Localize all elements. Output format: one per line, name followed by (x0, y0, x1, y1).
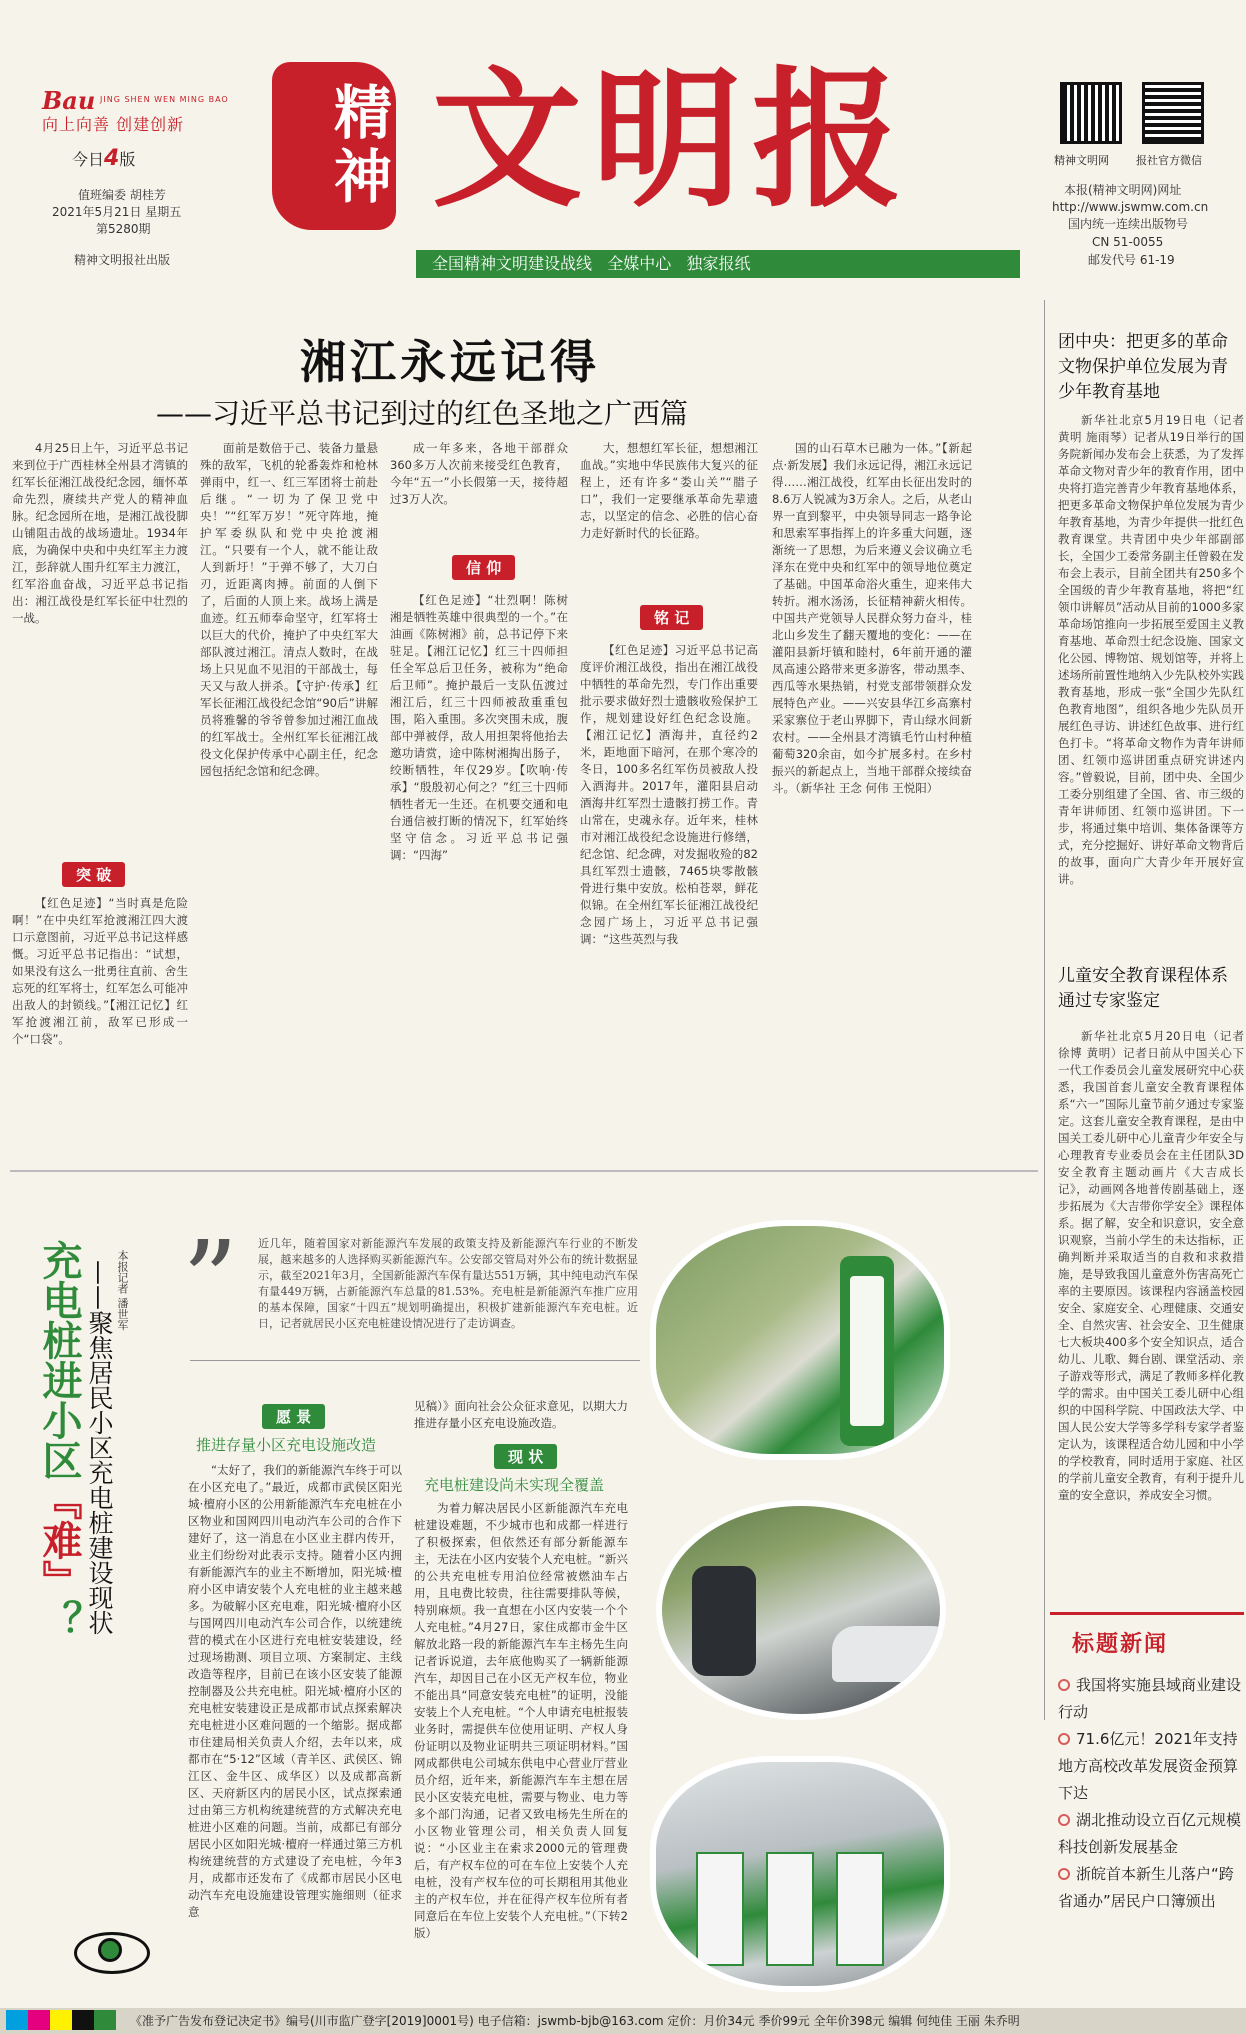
lead-column-4b: 【红色足迹】习近平总书记高度评价湘江战役，指出在湘江战役中牺牲的革命先烈，专门作出重要批示要求做好烈士遗骸收殓保护工作，规划建设好红色纪念设施。【湘江记忆】酒海井，直径约2米，距地面下暗河，在那个寒冷的冬日，100多名红军伤员被敌人投入酒海井。2017年，灌阳县启动酒海井红军烈士遗骸打捞工作。青山常在，史魂永存。近年来，桂林市对湘江战役纪念设施进行修缮，纪念馆、纪念碑，对发掘收殓的82具红军烈士遗骸，7465块零散骸骨进行集中安放。松柏苍翠，鲜花似锦。在全州红军长征湘江战役纪念园广场上，习近平总书记强调：“这些英烈与我 (580, 643, 758, 946)
sec2-body: 为着力解决居民小区新能源汽车充电桩建设难题，不少城市也和成都一样进行了积极探索，但依然还有部分新能源车主，无法在小区内安装个人充电桩。“新兴的公共充电桩专用泊位经常被燃油车占用，且电费比较贵，往往需要排队等候，特别麻烦。我一直想在小区内安装一个个人充电桩。”4月27日，家住成都市金牛区解放北路一段的新能源汽车车主杨先生向记者诉说道，去年底他购买了一辆新能源汽车，却因目己在小区无产权车位，物业不能出具“同意安装充电桩”的证明，没能安装上个人充电桩。“个人申请充电桩报装业务时，需提供车位使用证明、产权人身份证明以及物业证明共三项证明材料。”国网成都供电公司城东供电中心营业厅营业员介绍，近年来，新能源汽车车主想在居民小区安装充电桩，需要与物业、电力等多个部门沟通，记者又致电杨先生所在的小区物业管理公司，相关负责人回复说：“小区业主在索求2000元的管理费后，有产权车位的可在车位上安装个人充电桩，没有产权车位的可长期租用其他业主的产权车位，并在征得产权车位所有者同意后在车位上安装个人充电桩。”（下转2版） (414, 1501, 628, 1940)
qr-code-website-icon[interactable] (1060, 82, 1122, 144)
pages-today: 今日4版 (72, 146, 136, 171)
brief-item[interactable]: 71.6亿元！2021年支持地方高校改革发展资金预算下达 (1058, 1730, 1239, 1802)
column-divider (1044, 300, 1045, 1720)
footer-text: 《准予广告发布登记决定书》编号(川市监广登字[2019]0001号) 电子信箱：jswmb-bjb@163.com 定价：月价34元 季价99元 全年价398元 编辑 何纯佳 王丽 朱乔明 (130, 2014, 1020, 2028)
brief-item[interactable]: 我国将实施县域商业建设行动 (1058, 1676, 1242, 1721)
brief-item[interactable]: 湖北推动设立百亿元规模科技创新发展基金 (1058, 1811, 1242, 1856)
feature-subtitle: ——聚焦居民小区充电桩建设现状 (85, 1260, 114, 1635)
tag-remember: 铭 记 (640, 605, 703, 630)
feature-rule (10, 1170, 1038, 1172)
qr-label-website: 精神文明网 (1054, 154, 1109, 167)
slogan: 向上向善 创建创新 (42, 115, 185, 134)
right-news-2-title[interactable]: 儿童安全教育课程体系通过专家鉴定 (1058, 966, 1228, 1011)
logo-mark: Bau (42, 86, 96, 115)
brief-item[interactable]: 浙皖首本新生儿落户“跨省通办”居民户口簿颁出 (1058, 1865, 1234, 1910)
masthead-banner: 全国精神文明建设战线 全媒中心 独家报纸 (416, 250, 1020, 278)
site-line: 本报(精神文明网)网址 (1064, 183, 1182, 197)
right-news-2-body: 新华社北京5月20日电（记者 徐博 黄明）记者日前从中国关心下一代工作委员会儿童发展研究中心获悉，我国首套儿童安全教育课程体系“六一”国际儿童节前夕通过专家鉴定。这套儿童安全教育课程，是由中国关工委儿研中心儿童青少年安全与心理教育专业委员会在主任团队3D安全教育主题动画片《大吉成长记》，动画网各地普传剧基础上，逐步拓展为《大吉带你学安全》课程体系。据了解，安全和识意识，安全意识观察，当前小学生的未达指标，正确判断并采取适当的自救和求救措施，是导致我国儿童意外伤害高死亡率的主要原因。该课程内容涵盖校园安全、家庭安全、心理健康、交通安全、自然灾害、社会安全、卫生健康七大板块400多个安全知识点，适合幼儿、儿歌、舞台剧、课堂活动、亲子游戏等形式，满足了教师多样化教学的需求。由中国关工委儿研中心组织的中国科学院、中国政法大学、中国人民公安大学等多学科专家学者鉴定认为，该课程适合幼儿园和中小学的学校教育，同时适用于家庭、社区的学前儿童安全教育，有利于提升儿童的安全意识，养成安全习惯。 (1058, 1029, 1244, 1502)
lead-column-2: 面前是数倍于己、装备力量悬殊的敌军，飞机的轮番轰炸和枪林弹雨中，红一、红三军团将士前赴后继。“一切为了保卫党中央！”“红军万岁！”死守阵地，掩护军委纵队和党中央抢渡湘江。“只要有一个人，就不能让敌人到新圩！”于弹不够了，大刀白刃，近距离肉搏。前面的人倒下了，后面的人顶上来。战场上满是血迹。红五师奉命坚守，红军将士以巨大的代价，掩护了中央红军大部队渡过湘江。清点人数时，在战场上只见血不见泪的干部战士，每天又与敌人拼杀。【守护·传承】红军长征湘江战役纪念馆“90后”讲解员将雅馨的爷爷曾参加过湘江血战的红军战士。全州红军长征湘江战役文化保护传承中心副主任，纪念园包括纪念馆和纪念碑。 (200, 441, 378, 778)
lead-column-1: 4月25日上午，习近平总书记来到位于广西桂林全州县才湾镇的红军长征湘江战役纪念园，缅怀革命先烈，赓续共产党人的精神血脉。纪念园所在地，是湘江战役脚山铺阻击战的战场遗址。1934年底，为确保中央和中央红军主力渡江，彭辞就人围升红军主力渡江，红军浴血奋战，习近平总书记指出：湘江战役是红军长征中壮烈的一战。 (12, 441, 188, 625)
tag-breakthrough: 突 破 (62, 862, 125, 887)
photo-charging-row (650, 1756, 950, 1992)
photo-charging-car (656, 1500, 946, 1720)
charging-stations-icon (656, 1762, 944, 1986)
photo-charging-sign (650, 1220, 950, 1460)
feature-title: 充电桩进小区『难』？ (36, 1240, 83, 1640)
lead-column-3b: 【红色足迹】“壮烈啊！陈树湘是牺牲英雄中很典型的一个。”在油画《陈树湘》前，总书记停下来驻足。【湘江记忆】红三十四师担任全军总后卫任务，被称为“绝命后卫师”。掩护最后一支队伍渡过湘江后，红三十四师被敌重重包围，陷入重围。多次突围未成，腹部中弹被俘，敌人用担架将他抬去邀功请赏，途中陈树湘掏出肠子，绞断牺牲，年仅29岁。【吹响·传承】“殷殷初心何之？”红三十四师牺牲者无一生还。在机要交通和电台通信被打断的情况下，红军始终坚守信念。习近平总书记强调：“四海” (390, 593, 568, 862)
briefs-title: 标题新闻 (1072, 1632, 1169, 1657)
masthead (0, 0, 1246, 290)
feature-byline: 本报记者 潘世军 (116, 1250, 129, 1331)
editor-on-duty: 值班编委 胡桂芳 (78, 188, 166, 202)
sec2-pre: 见稿）》面向社会公众征求意见，以期大力推进存量小区充电设施改造。 (414, 1399, 628, 1430)
lead-column-3: 成一年多来，各地干部群众360多万人次前来接受红色教育，今年“五一”小长假第一天，接待超过3万人次。 (390, 441, 568, 506)
lead-column-4: 大，想想红军长征，想想湘江血战。”实地中华民族伟大复兴的征程上，还有许多“娄山关”“腊子口”，我们一定要继承革命先辈遗志，以坚定的信念、必胜的信心奋力走好新时代的长征路。 (580, 441, 758, 540)
qr-code-wechat-icon[interactable] (1142, 82, 1204, 144)
column-eye-logo-icon (60, 1918, 150, 1978)
postal-code: 邮发代号 61-19 (1088, 253, 1175, 267)
pinyin-line: JING SHEN WEN MING BAO (100, 95, 229, 104)
issue-number: 第5280期 (96, 222, 151, 236)
lead-column-1b: 【红色足迹】“当时真是危险啊！”在中央红军抢渡湘江四大渡口示意图前，习近平总书记这样感慨。习近平总书记指出：“试想，如果没有这么一批勇往直前、舍生忘死的红军将士，红军怎么可能冲出敌人的封锁线。”【湘江记忆】红军抢渡湘江前，敌军已形成一个“口袋”。 (12, 896, 188, 1046)
sec1-subtitle: 推进存量小区充电设施改造 (196, 1436, 377, 1454)
bullet-circle-icon (1058, 1868, 1070, 1880)
sec2-badge: 现 状 (494, 1444, 557, 1469)
qr-label-wechat: 报社官方微信 (1136, 154, 1202, 167)
feature-lead: 近几年，随着国家对新能源汽车发展的政策支持及新能源汽车行业的不断发展，越来越多的人选择购买新能源汽车。公安部交管局对外公布的统计数据显示，截至2021年3月，全国新能源汽车保有量达551万辆，其中纯电动汽车保有量449万辆，占新能源汽车总量的81.53%。充电桩是新能源汽车推广应用的基本保障，国家“十四五”规划明确提出，积极扩建新能源汽车充电桩。近日，记者就居民小区充电桩建设情况进行了走访调查。 (258, 1237, 638, 1330)
site-url[interactable]: http://www.jswmw.com.cn (1052, 200, 1209, 214)
big-quote-icon: ” (182, 1217, 239, 1345)
sec1-body: “太好了，我们的新能源汽车终于可以在小区充电了。”最近，成都市武侯区阳光城·檀府小区的公用新能源汽车充电桩在小区物业和国网四川电动汽车公司的合作下建好了，这一消息在小区业主群内传开，业主们纷纷对此表示支持。随着小区内拥有新能源汽车的业主不断增加，阳光城·檀府小区申请安装个人充电桩的业主越来越多。为破解小区充电难，阳光城·檀府小区与国网四川电动汽车公司合作，以统建统营的模式在小区进行充电桩安装建设，经过现场勘测、项目立项、方案制定、主线改造等程序，目前已在该小区安装了能源控制器及公共充电桩。阳光城·檀府小区的充电桩安装建设正是成都市试点探索解决充电桩进小区难问题的一个缩影。据成都市住建局相关负责人介绍，去年以来，成都市在“5·12”区域（青羊区、武侯区、锦江区、金牛区、成华区）以及成都高新区、天府新区内的居民小区，试点探索通过由第三方机构统建统营的方式解决充电桩进小区难的问题。当前，成都已有部分居民小区如阳光城·檀府一样通过第三方机构统建统营的方式建设了充电桩，今年3月，成都市还发布了《成都市居民小区电动汽车充电设施建设管理实施细则（征求意 (188, 1463, 402, 1919)
publisher: 精神文明报社出版 (74, 253, 171, 267)
electric-car-icon (662, 1506, 940, 1714)
briefs-list (1058, 1672, 1244, 1915)
briefs-box (1050, 1612, 1244, 1996)
lead-subhead: ——习近平总书记到过的红色圣地之广西篇 (156, 397, 689, 430)
color-calibration-bar (6, 2010, 116, 2030)
lead-column-5: 国的山石草木已融为一体。”【新起点·新发展】我们永远记得，湘江永远记得……湘江战役，红军由长征出发时的8.6万人锐减为3万余人。之后，从老山界一直到黎平，中央领导同志一路争论和思索军事指挥上的许多重大问题，逐渐统一了思想，为后来遵义会议确立毛泽东在党中央和红军中的领导地位奠定了基础。中国革命浴火重生，迎来伟大转折。湘水汤汤，长征精神薪火相传。中国共产党领导人民群众努力奋斗，桂北山乡发生了翻天覆地的变化：——在灌阳县新圩镇和睦村，6年前开通的灌凤高速公路带来更多游客，带动黑李、西瓜等水果热销，村党支部带领群众发展特色产业。——兴安县华江乡高寨村采家寨位于老山界脚下，青山绿水间新农村。——全州县才湾镇毛竹山村种植葡萄320余亩，如今扩展多村。在乡村振兴的新起点上，当地干部群众接续奋斗。（新华社 王念 何伟 王悦阳） (772, 441, 972, 795)
right-news-1-body: 新华社北京5月19日电（记者 黄明 施雨琴）记者从19日举行的国务院新闻办发布会上获悉，为了发挥革命文物对青少年的教育作用，团中央将打造完善青少年教育基地体系，把更多革命文物保护单位发展为青少年教育基地，为青少年提供一批红色教育课堂。共青团中央少年部副部长，全国少工委常务副主任曾毅在发布会上表示，目前全团共有250多个全国级的青少年教育基地，将把“红领巾讲解员”活动从目前的1000多家革命场馆推向一步拓展至爱国主义教育基地、革命烈士纪念设施、国家文化公园、博物馆、规划馆等，并将上述场所前置性地纳入少先队校外实践教育基地，形成一张“全国少先队红色教育地图”，组织各地少先队员开展红色寻访、讲述红色故事、进行红色打卡。“将革命文物作为青年讲师团、红领巾巡讲团重点研究讲述内容。”曾毅说，目前，团中央、全国少工委分别组建了全国、省、市三级的青年讲师团、红领巾巡讲团。下一步，将通过集中培训、集体备课等方式，充分挖掘好、讲好革命文物背后的故事，面向广大青少年开展好宣讲。 (1058, 413, 1244, 886)
tag-faith: 信 仰 (452, 555, 515, 580)
sec1-badge: 愿 景 (262, 1404, 325, 1429)
newspaper-logo-seal: 精神 (272, 62, 396, 230)
bullet-circle-icon (1058, 1814, 1070, 1826)
bullet-circle-icon (1058, 1679, 1070, 1691)
right-news-1-title[interactable]: 团中央：把更多的革命文物保护单位发展为青少年教育基地 (1058, 332, 1228, 402)
charging-pile-icon (656, 1226, 944, 1454)
serial-number-label: 国内统一连续出版物号 (1068, 217, 1189, 231)
lead-headline: 湘江永远记得 (300, 335, 600, 389)
issue-date: 2021年5月21日 星期五 (52, 205, 182, 219)
bullet-circle-icon (1058, 1733, 1070, 1745)
cn-number: CN 51-0055 (1092, 235, 1164, 249)
sec2-subtitle: 充电桩建设尚未实现全覆盖 (424, 1476, 605, 1494)
feature-lead-rule (190, 1360, 640, 1361)
newspaper-title: 文明报 (432, 52, 913, 228)
